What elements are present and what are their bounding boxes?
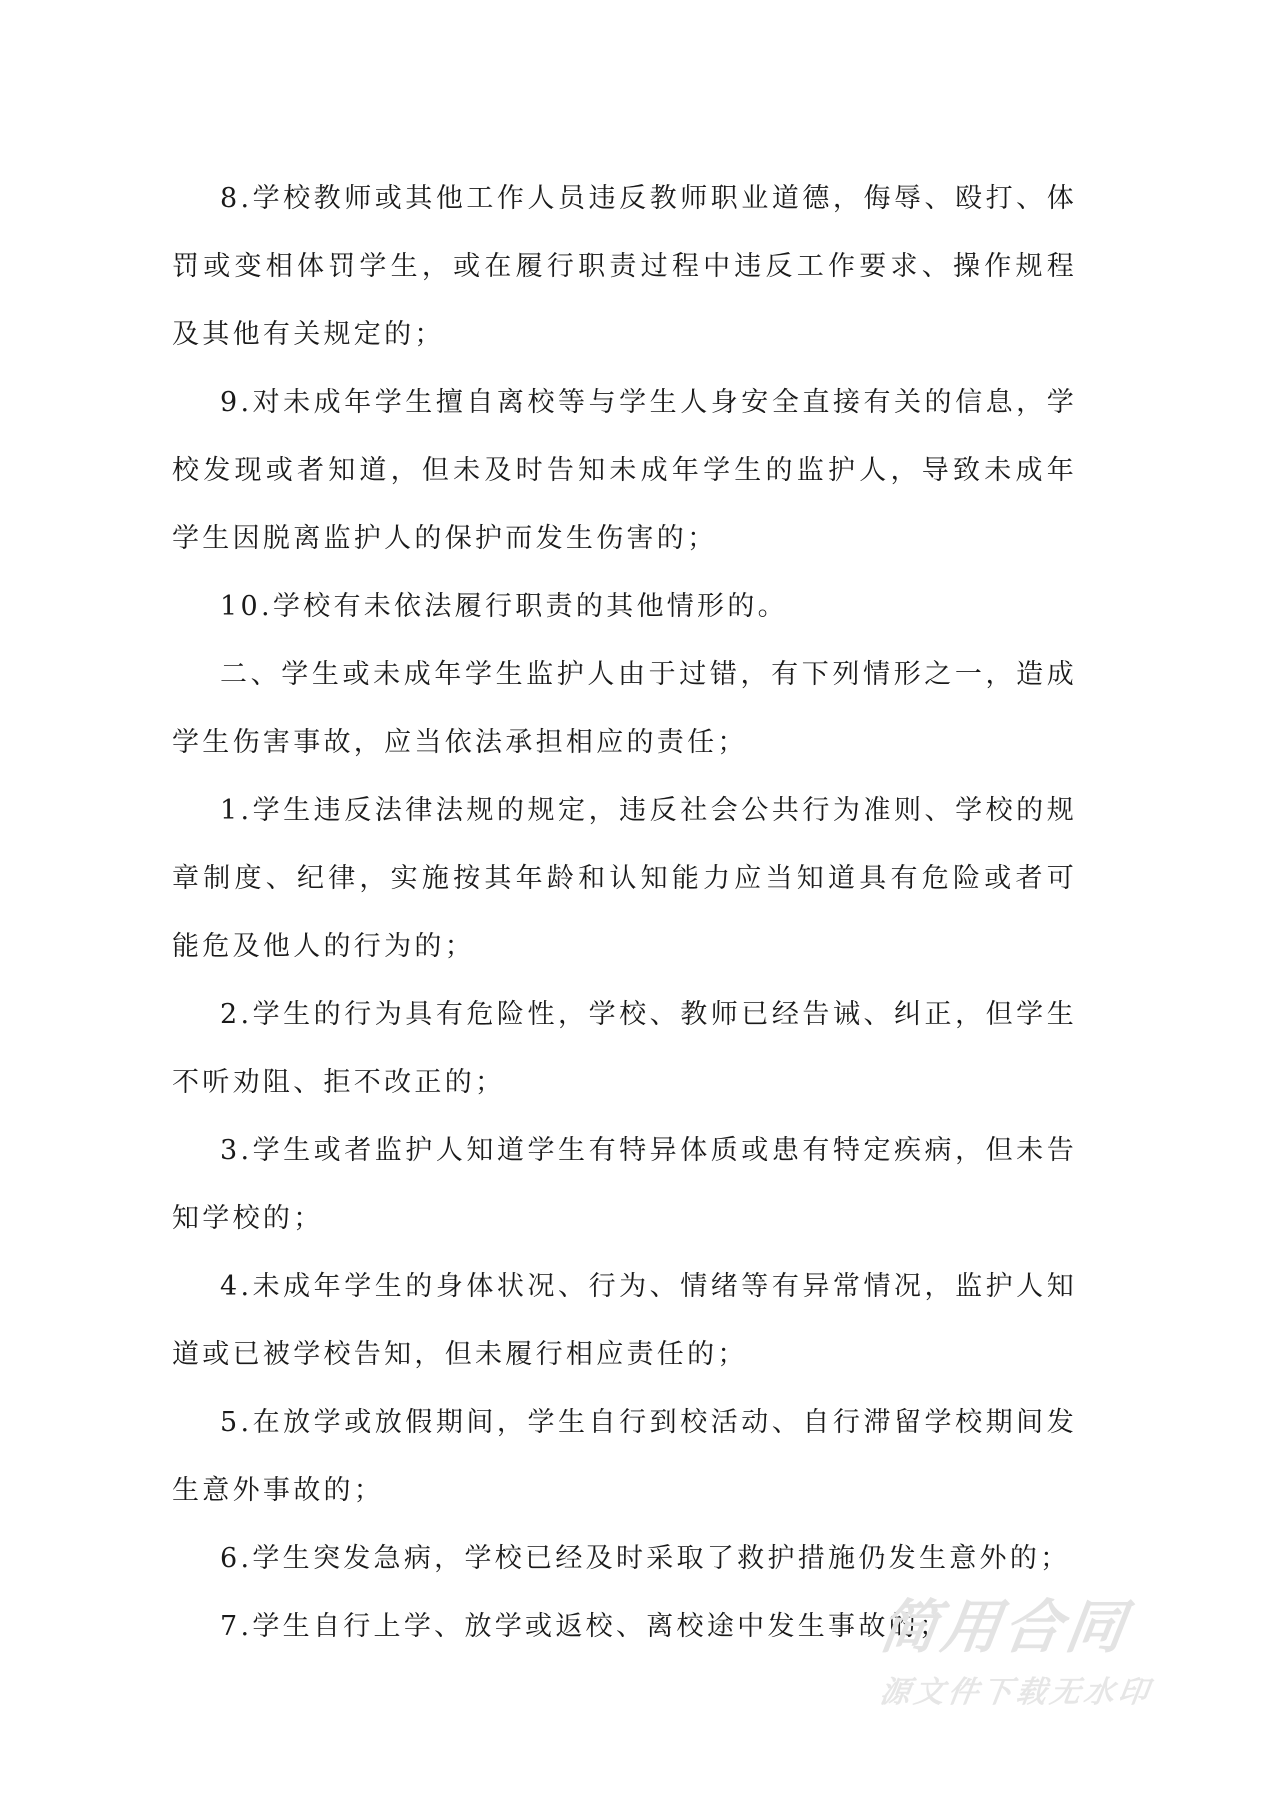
watermark-title: 简用合同 (875, 1593, 1133, 1661)
watermark-subtitle: 源文件下载无水印 (877, 1675, 1155, 1710)
paragraph-student-5: 5.在放学或放假期间，学生自行到校活动、自行滞留学校期间发生意外事故的； (172, 1407, 1077, 1506)
paragraph-student-6: 6.学生突发急病，学校已经及时采取了救护措施仍发生意外的； (220, 1543, 1071, 1574)
section-heading-two: 二、学生或未成年学生监护人由于过错，有下列情形之一，造成学生伤害事故，应当依法承担相应的责任； (172, 659, 1077, 758)
paragraph-student-2: 2.学生的行为具有危险性，学校、教师已经告诫、纠正，但学生不听劝阻、拒不改正的； (172, 999, 1077, 1098)
paragraph-student-1: 1.学生违反法律法规的规定，违反社会公共行为准则、学校的规章制度、纪律，实施按其年龄和认知能力应当知道具有危险或者可能危及他人的行为的； (172, 795, 1077, 962)
paragraph-student-3: 3.学生或者监护人知道学生有特异体质或患有特定疾病，但未告知学校的； (172, 1135, 1077, 1234)
paragraph-item-10: 10.学校有未依法履行职责的其他情形的。 (220, 591, 788, 622)
paragraph-student-4: 4.未成年学生的身体状况、行为、情绪等有异常情况，监护人知道或已被学校告知，但未履行相应责任的； (172, 1271, 1077, 1370)
paragraph-item-9: 9.对未成年学生擅自离校等与学生人身安全直接有关的信息，学校发现或者知道，但未及时告知未成年学生的监护人，导致未成年学生因脱离监护人的保护而发生伤害的； (172, 387, 1077, 554)
paragraph-item-8: 8.学校教师或其他工作人员违反教师职业道德，侮辱、殴打、体罚或变相体罚学生，或在履行职责过程中违反工作要求、操作规程及其他有关规定的； (172, 183, 1077, 350)
document-body (172, 165, 1077, 1661)
paragraph-student-7: 7.学生自行上学、放学或返校、离校途中发生事故的； (220, 1611, 950, 1642)
